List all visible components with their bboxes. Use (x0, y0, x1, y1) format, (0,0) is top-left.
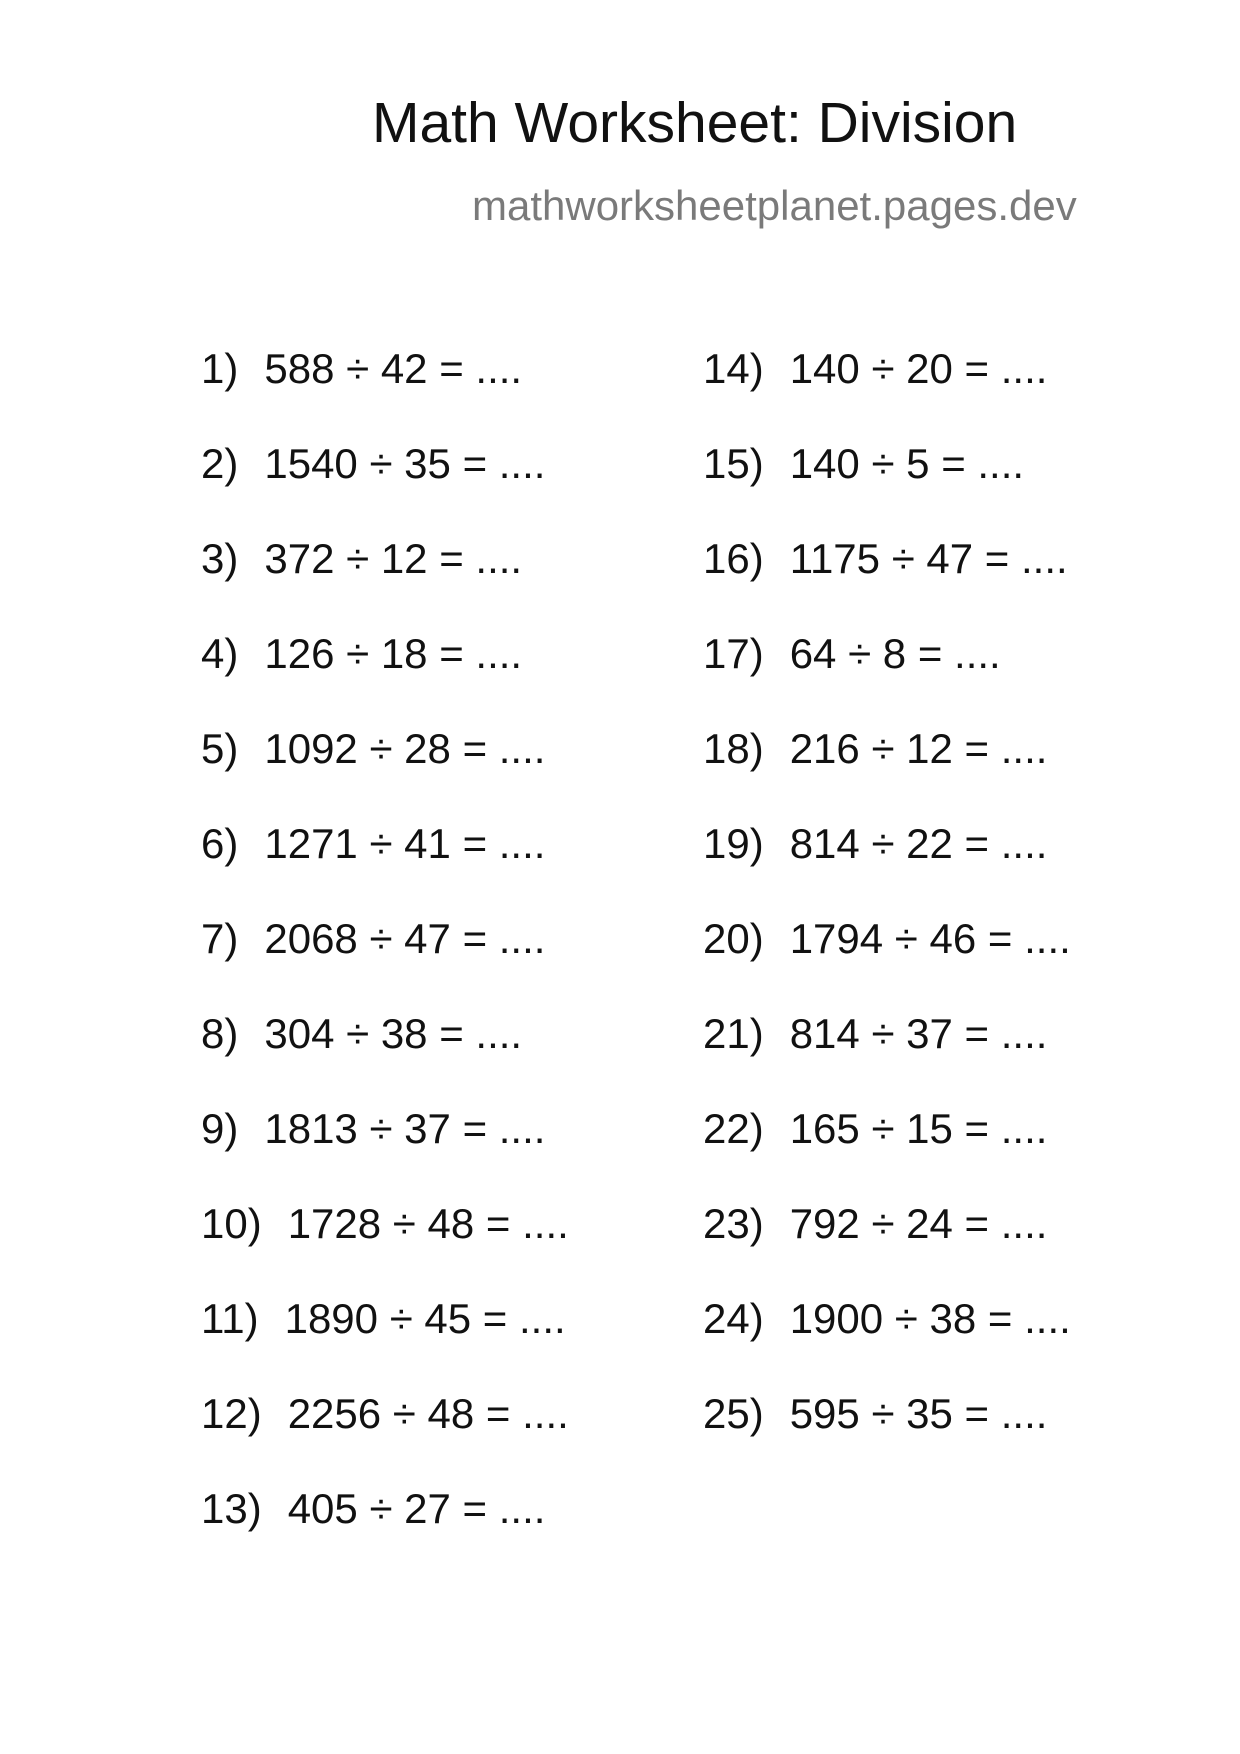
problem-item (703, 440, 1071, 538)
problem-expression: 1271 ÷ 41 = .... (264, 820, 546, 867)
problem-item (201, 1105, 569, 1203)
problem-item (201, 915, 569, 1013)
worksheet-source-url: mathworksheetplanet.pages.dev (472, 182, 1077, 229)
problem-item (703, 1010, 1071, 1108)
problem-item (703, 535, 1071, 633)
problem-expression: 2256 ÷ 48 = .... (287, 1390, 569, 1437)
problem-expression: 1540 ÷ 35 = .... (264, 440, 546, 487)
problem-item (201, 535, 569, 633)
problem-number: 9) (201, 1105, 239, 1152)
problem-expression: 1794 ÷ 46 = .... (789, 915, 1071, 962)
problem-item (703, 345, 1071, 443)
problem-item (703, 915, 1071, 1013)
problem-item (201, 820, 569, 918)
problem-expression: 372 ÷ 12 = .... (264, 535, 523, 582)
problem-expression: 588 ÷ 42 = .... (264, 345, 523, 392)
problem-number: 8) (201, 1010, 239, 1057)
problem-number: 25) (703, 1390, 764, 1437)
problem-number: 22) (703, 1105, 764, 1152)
problem-expression: 1890 ÷ 45 = .... (284, 1295, 566, 1342)
problem-expression: 1813 ÷ 37 = .... (264, 1105, 546, 1152)
problem-expression: 1092 ÷ 28 = .... (264, 725, 546, 772)
problem-expression: 792 ÷ 24 = .... (789, 1200, 1048, 1247)
problem-number: 21) (703, 1010, 764, 1057)
problem-item (201, 725, 569, 823)
problem-expression: 1900 ÷ 38 = .... (789, 1295, 1071, 1342)
problem-number: 14) (703, 345, 764, 392)
problem-expression: 216 ÷ 12 = .... (789, 725, 1048, 772)
problem-expression: 814 ÷ 37 = .... (789, 1010, 1048, 1057)
problem-expression: 126 ÷ 18 = .... (264, 630, 523, 677)
problem-number: 23) (703, 1200, 764, 1247)
problem-item (703, 630, 1071, 728)
problem-item (703, 1200, 1071, 1298)
problem-number: 2) (201, 440, 239, 487)
problem-expression: 165 ÷ 15 = .... (789, 1105, 1048, 1152)
problem-number: 7) (201, 915, 239, 962)
problem-number: 18) (703, 725, 764, 772)
problem-number: 17) (703, 630, 764, 677)
problem-number: 1) (201, 345, 239, 392)
problem-expression: 1728 ÷ 48 = .... (287, 1200, 569, 1247)
problem-expression: 595 ÷ 35 = .... (789, 1390, 1048, 1437)
problem-item (703, 1295, 1071, 1393)
problem-item (201, 1295, 569, 1393)
problem-number: 20) (703, 915, 764, 962)
problem-expression: 140 ÷ 5 = .... (789, 440, 1025, 487)
problem-item (703, 1105, 1071, 1203)
problem-item (703, 725, 1071, 823)
problem-column-right (703, 345, 1071, 1488)
problem-number: 10) (201, 1200, 262, 1247)
problem-item (201, 630, 569, 728)
problem-number: 11) (201, 1295, 259, 1342)
problem-item (201, 1390, 569, 1488)
problem-expression: 2068 ÷ 47 = .... (264, 915, 546, 962)
problem-number: 4) (201, 630, 239, 677)
problem-number: 5) (201, 725, 239, 772)
problem-item (201, 1200, 569, 1298)
problem-number: 24) (703, 1295, 764, 1342)
problem-item (703, 820, 1071, 918)
problem-expression: 140 ÷ 20 = .... (789, 345, 1048, 392)
worksheet-title: Math Worksheet: Division (372, 91, 1018, 155)
problem-item (703, 1390, 1071, 1488)
problem-expression: 64 ÷ 8 = .... (789, 630, 1001, 677)
problem-number: 16) (703, 535, 764, 582)
problem-item (201, 1485, 569, 1583)
problem-number: 15) (703, 440, 764, 487)
problem-expression: 304 ÷ 38 = .... (264, 1010, 523, 1057)
problem-expression: 814 ÷ 22 = .... (789, 820, 1048, 867)
problem-number: 12) (201, 1390, 262, 1437)
problem-item (201, 345, 569, 443)
problem-number: 6) (201, 820, 239, 867)
problem-number: 19) (703, 820, 764, 867)
problem-expression: 1175 ÷ 47 = .... (789, 535, 1068, 582)
problem-item (201, 440, 569, 538)
problem-column-left (201, 345, 569, 1583)
problem-expression: 405 ÷ 27 = .... (287, 1485, 546, 1532)
problem-number: 13) (201, 1485, 262, 1532)
problem-item (201, 1010, 569, 1108)
problem-number: 3) (201, 535, 239, 582)
